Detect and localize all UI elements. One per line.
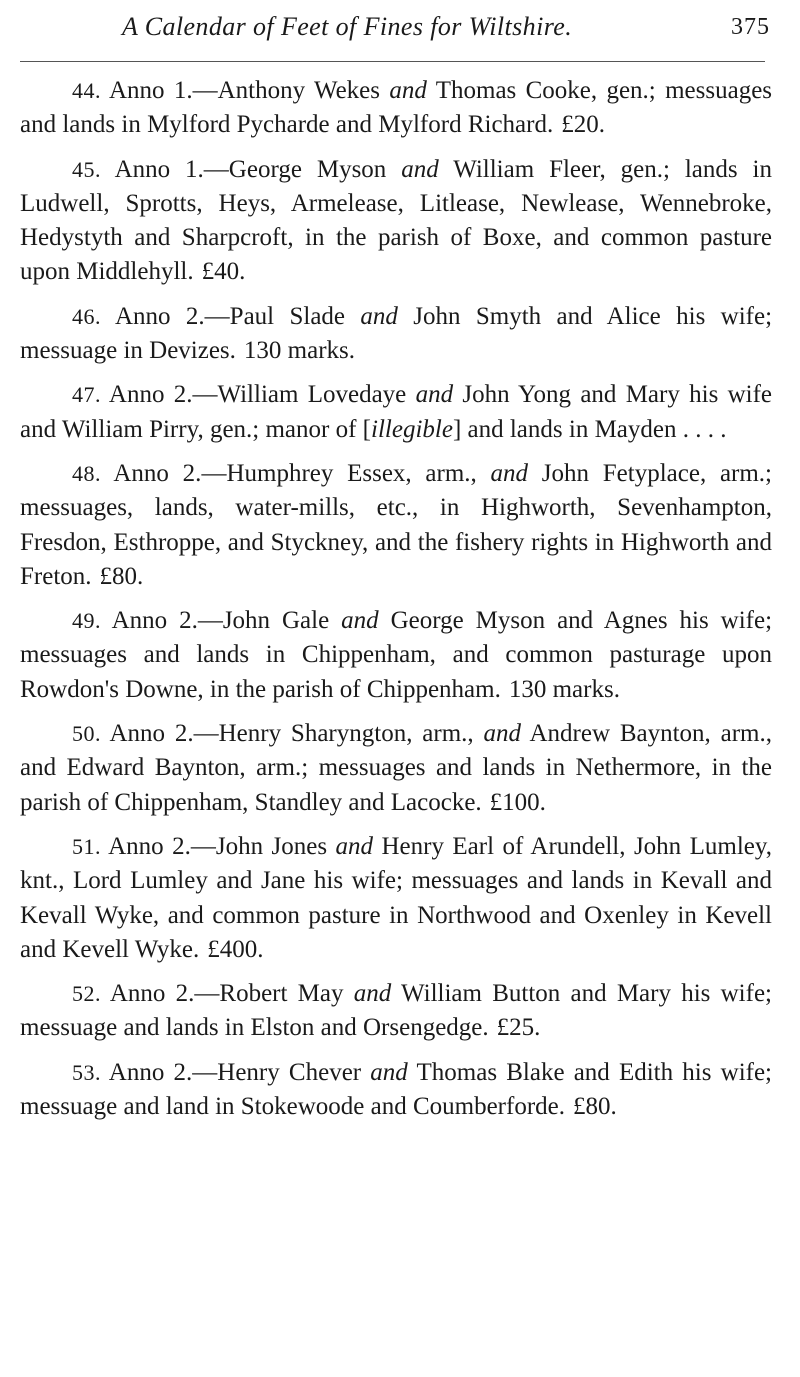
entry-party2: Henry Earl of Arundell, John Lumley, knt., Lord Lumley and Jane his wife;: [20, 832, 773, 895]
entry-price: £80.: [573, 1093, 617, 1121]
entry-price: £80.: [99, 562, 144, 590]
entry-year: Anno 1.: [114, 155, 204, 183]
entry-and: and: [401, 155, 439, 183]
entry-price: £400.: [207, 935, 264, 963]
entry-52: [20, 977, 772, 1046]
entry-party1: —Henry Chever: [192, 1058, 362, 1086]
entry-party2: John Smyth and Alice his wife;: [413, 302, 773, 330]
entry-description: messuages, lands, water-mills, etc., in Highworth, Sevenhampton, Fresdon, Esthroppe, and Styckney, and the fishery rights in Highworth and Freton.: [20, 494, 772, 590]
entry-party1: —Anthony Wekes: [192, 77, 380, 104]
entry-and: and: [483, 720, 521, 748]
entry-party2: William Fleer, gen.;: [453, 155, 670, 183]
entry-and: and: [490, 459, 529, 487]
entry-number: 46.: [72, 303, 101, 329]
entry-year: Anno 2.: [109, 720, 194, 748]
entry-48: [20, 457, 772, 594]
entry-number: 52.: [72, 981, 101, 1007]
entry-number: 48.: [72, 460, 101, 486]
entry-53: [20, 1056, 772, 1125]
entry-description-before: manor of [: [265, 415, 372, 443]
entry-year: Anno 2.: [108, 1058, 193, 1086]
entry-number: 50.: [72, 721, 101, 747]
entry-party2: George Myson and Agnes his wife;: [390, 607, 773, 635]
entry-45: [20, 153, 772, 290]
entry-number: 53.: [72, 1059, 101, 1085]
entry-51: [20, 830, 772, 967]
entry-year: Anno 1.: [108, 77, 193, 104]
entry-50: [20, 717, 772, 820]
entry-price: 130 marks.: [243, 337, 356, 365]
entry-party2: William Button and Mary his wife;: [401, 980, 772, 1008]
entry-year: Anno 2.: [108, 832, 191, 860]
entry-party1: —Paul Slade: [204, 302, 346, 330]
entry-year: Anno 2.: [113, 459, 202, 487]
entry-description: messuage and lands in Elston and Orsengedge.: [20, 1014, 489, 1042]
entry-year: Anno 2.: [111, 607, 198, 635]
entry-party1: —George Myson: [203, 155, 387, 183]
entry-party2: Thomas Blake and Edith his wife;: [416, 1058, 773, 1086]
entry-year: Anno 2.: [108, 381, 193, 409]
entry-party1: —William Lovedaye: [192, 381, 407, 409]
entry-description: messuages and lands in Kevall and Kevall Wyke, and common pasture in Northwood and Oxenley in Kevell and Kevell Wyke.: [20, 867, 773, 963]
page-number: 375: [731, 14, 770, 40]
entry-year: Anno 2.: [115, 302, 205, 330]
entry-description-after: ] and lands in Mayden . . . .: [452, 415, 727, 443]
entry-and: and: [335, 832, 374, 860]
entry-number: 51.: [72, 833, 101, 859]
entry-party1: —John Gale: [197, 607, 330, 635]
entry-party2: Andrew Baynton, arm., and Edward Baynton, arm.;: [20, 720, 773, 782]
entry-party2: John Yong and Mary his wife and William Pirry, gen.;: [20, 381, 773, 443]
entry-and: and: [370, 1058, 408, 1086]
entry-price: £20.: [561, 111, 605, 139]
entry-and: and: [353, 980, 392, 1008]
entry-number: 45.: [72, 156, 101, 182]
entry-49: [20, 604, 772, 707]
entry-description: messuage and land in Stokewoode and Coumberforde.: [20, 1093, 566, 1121]
entry-party1: —John Jones: [190, 832, 328, 860]
entry-price: 130 marks.: [508, 675, 620, 703]
entry-year: Anno 2.: [109, 980, 195, 1008]
entry-description: messuage in Devizes.: [20, 337, 236, 365]
entry-46: [20, 300, 772, 369]
entry-price: £40.: [201, 258, 246, 286]
illegible-note: illegible: [371, 415, 453, 443]
entry-party1: —Humphrey Essex, arm.,: [201, 459, 477, 487]
entry-44: [20, 74, 772, 143]
entry-and: and: [415, 381, 454, 409]
running-head: [20, 12, 770, 48]
entry-number: 44.: [72, 78, 101, 103]
running-title: A Calendar of Feet of Fines for Wiltshire.: [122, 12, 573, 41]
entry-price: £25.: [496, 1014, 541, 1042]
entry-number: 47.: [72, 382, 101, 408]
entry-price: £100.: [489, 788, 546, 816]
entry-description: lands in Ludwell, Sprotts, Heys, Armelease, Litlease, Newlease, Wennebroke, Hedystyth and Sharpcroft, in the parish of Boxe, and common pasture upon Middlehyll.: [20, 155, 773, 286]
entry-and: and: [389, 77, 427, 104]
entry-number: 49.: [72, 608, 101, 634]
entry-and: and: [341, 607, 379, 635]
entries-list: [20, 74, 772, 1134]
entry-and: and: [360, 302, 398, 330]
header-rule: [20, 61, 765, 62]
entry-47: [20, 378, 772, 447]
entry-description: messuages and lands in Mylford Pycharde and Mylford Richard.: [20, 77, 773, 139]
entry-description: messuages and lands in Nethermore, in the parish of Chippenham, Standley and Lacocke.: [20, 754, 773, 816]
entry-party1: —Henry Sharyngton, arm.,: [193, 720, 474, 748]
entry-description: messuages and lands in Chippenham, and common pasturage upon Rowdon's Downe, in the parish of Chippenham.: [20, 641, 772, 703]
entry-party1: —Robert May: [194, 980, 344, 1008]
entry-party2: Thomas Cooke, gen.;: [435, 77, 656, 104]
entry-party2: John Fetyplace, arm.;: [541, 459, 773, 487]
